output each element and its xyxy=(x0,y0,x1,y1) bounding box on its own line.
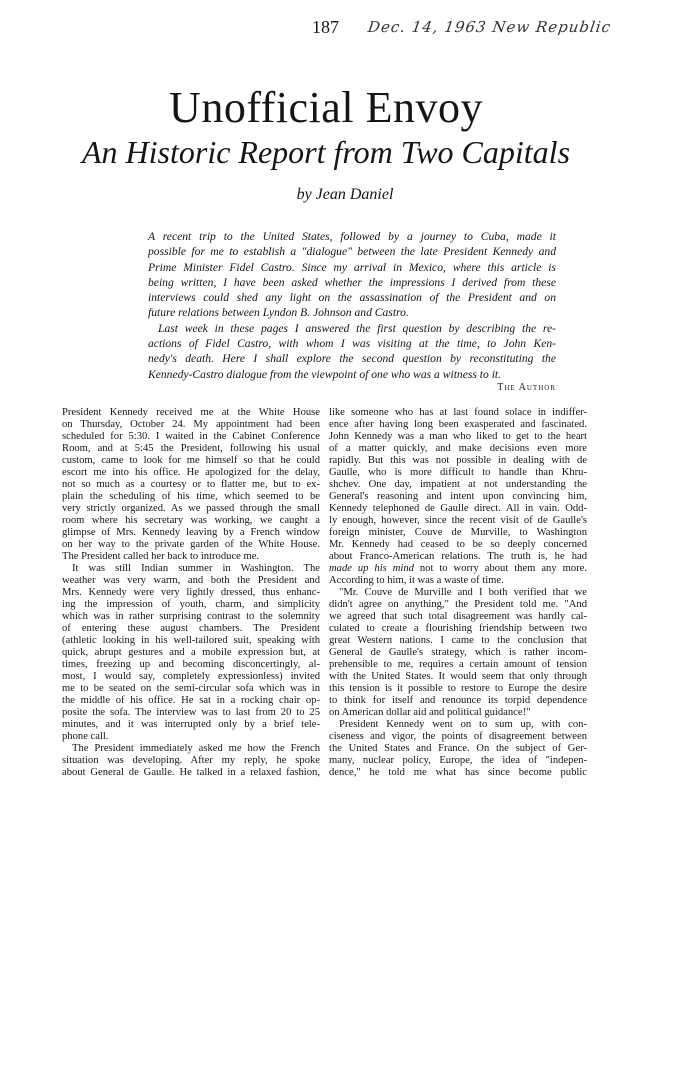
text-line: most, I would say, completely expressionless) invited xyxy=(62,671,320,682)
text-line: on her way to the private garden of the White House. xyxy=(62,539,320,550)
text-line: being written, I have been asked whether the impressions I derived from these xyxy=(148,275,556,289)
text-line xyxy=(329,563,587,575)
text-line: custom, came to look for me himself so that he could xyxy=(62,455,320,466)
text-line: A recent trip to the United States, followed by a journey to Cuba, made it xyxy=(148,230,556,243)
text-line: Prime Minister Fidel Castro. Since my arrival in Mexico, where this article is xyxy=(148,260,556,274)
text-line: Mr. Kennedy had ceased to be so deeply concerned xyxy=(329,539,587,550)
text-line: of entering these august chambers. The President xyxy=(62,623,320,634)
text-line: actions of Fidel Castro, with whom I was visiting at the time, to John Ken- xyxy=(148,337,556,351)
text-line: room where his secretary was working, we caught a xyxy=(62,515,320,526)
text-line: (athletic looking in his well-tailored suit, speaking with xyxy=(62,635,320,646)
text-line: plain the scheduling of his time, which seemed to be xyxy=(62,491,320,502)
text-line: posite the sofa. The interview was to last from 20 to 25 xyxy=(62,707,320,718)
text-line: we agreed that such total disagreement was hardly cal- xyxy=(329,611,587,622)
text-line: John Kennedy was a man who liked to get to the heart xyxy=(329,431,587,442)
author-signature: The Author xyxy=(497,382,556,393)
text-line: situation was developing. After my reply, he spoke xyxy=(62,755,320,766)
text-line: President Kennedy went on to sum up, with con- xyxy=(339,719,587,730)
text-line: future relations between Lyndon B. Johnson and Castro. xyxy=(148,306,409,320)
text-line: shchev. One day, impatient at not understanding the xyxy=(329,479,587,490)
text-line: According to him, it was a waste of time. xyxy=(329,575,504,586)
text-line: Mrs. Kennedy were very lightly dressed, thus enhanc- xyxy=(62,587,320,598)
text-line: like someone who has at last found solace in indiffer- xyxy=(329,407,587,418)
text-line: The President immediately asked me how the French xyxy=(72,743,320,754)
text-line: culated to create a flourishing friendship between two xyxy=(329,623,587,634)
text-line: foreign minister, Couve de Murville, to Washington xyxy=(329,527,587,538)
text-line: great Western nations. I came to the conclusion that xyxy=(329,635,587,646)
text-line: Kennedy-Castro dialogue from the viewpoint of one who was a witness to it. xyxy=(148,367,502,381)
body-column-left xyxy=(62,407,320,779)
text-line: ing the impression of youth, charm, and simplicity xyxy=(62,599,320,610)
text-line: times, freezing up and becoming disconcertingly, al- xyxy=(62,659,320,670)
text-line: on Thursday, October 24. My appointment had been xyxy=(62,419,320,430)
text-line: nedy's death. Here I shall explore the second question by reconstituting the xyxy=(148,352,556,366)
text-line: weather was very warm, and both the President and xyxy=(62,575,320,586)
article-title: Unofficial Envoy xyxy=(169,83,483,132)
text-line: the United States and France. On the subject of Ger- xyxy=(329,743,587,754)
text-line: possible for me to establish a "dialogue" between the late President Kennedy and xyxy=(148,245,556,259)
text-line: glimpse of Mrs. Kennedy leaving by a French window xyxy=(62,527,320,538)
text-line: President Kennedy received me at the White House xyxy=(62,407,320,418)
text-line: quick, abrupt gestures and a mobile expression but, at xyxy=(62,647,320,658)
text-line: "Mr. Couve de Murville and I both verified that we xyxy=(339,587,587,598)
text-line: of a matter quickly, and make decisions even more xyxy=(329,443,587,454)
handwritten-annotation: Dec. 14, 1963 New Republic xyxy=(366,18,613,36)
text-line: the middle of his office. He sat in a rocking chair op- xyxy=(62,695,320,706)
body-column-right xyxy=(329,407,587,779)
article-subtitle: An Historic Report from Two Capitals xyxy=(81,134,571,170)
text-line: prehensible to me, requires a certain amount of tension xyxy=(329,659,587,670)
text-line: didn't agree on anything," the President told me. "And xyxy=(329,599,587,610)
text-line: ly enough, however, since the recent visit of de Gaulle's xyxy=(329,515,587,526)
text-line: scheduled for 5:30. I waited in the Cabinet Conference xyxy=(62,431,320,442)
text-line: with the United States. It would seem that only through xyxy=(329,671,587,682)
text-line: phone call. xyxy=(62,731,109,742)
text-line: which was in rather surprising contrast to the solemnity xyxy=(62,611,320,622)
text-line: Gaulle, who is more difficult to handle than Khru- xyxy=(329,467,587,478)
text-line: Last week in these pages I answered the first question by describing the re- xyxy=(158,321,556,335)
text-line: me to be seated on the semi-circular sofa which was in xyxy=(62,683,320,694)
text-line: rapidly. But this was not possible in dealing with de xyxy=(329,455,587,466)
text-line: on American dollar aid and political guidance!" xyxy=(329,707,531,718)
text-line: Kennedy telephoned de Gaulle direct. All in vain. Odd- xyxy=(329,503,587,514)
text-line: General's reasoning and intent upon convincing him, xyxy=(329,491,587,502)
author-note xyxy=(148,229,556,382)
text-line: not so much as a courtesy or to flatter me, but to ex- xyxy=(62,479,320,490)
text-line: ciseness and vigor, the points of disagreement between xyxy=(329,731,587,742)
text-line: It was still Indian summer in Washington. The xyxy=(72,563,320,574)
text-line: minutes, and it was interrupted only by a brief tele- xyxy=(62,719,320,730)
text-line: dence," he told me what has since become public xyxy=(329,767,587,778)
text-line: about General de Gaulle. He talked in a relaxed fashion, xyxy=(62,767,320,778)
text-line: about Franco-American relations. The truth is, he had xyxy=(329,551,587,562)
text-line: escort me into his office. He apologized for the delay, xyxy=(62,467,320,478)
text-line: many, nuclear policy, Europe, the idea of "indepen- xyxy=(329,755,587,766)
text-segment: not to worry about them any more. xyxy=(413,563,588,574)
text-line: very strictly organized. As we passed through the small xyxy=(62,503,320,514)
emphasis: made up his mind xyxy=(329,563,414,574)
page-number: 187 xyxy=(312,17,339,37)
text-line: General de Gaulle's strategy, which is rather incom- xyxy=(329,647,587,658)
text-line: interviews could shed any light on the assassination of the President and on xyxy=(148,291,556,305)
byline: by Jean Daniel xyxy=(296,186,394,203)
text-line: ence after having long been exasperated and fascinated. xyxy=(329,419,587,430)
text-line: to think for itself and renounce its torpid dependence xyxy=(329,695,587,706)
text-line: Room, and at 5:45 the President, following his usual xyxy=(62,443,320,454)
text-line: The President called her back to introduce me. xyxy=(62,551,260,562)
text-line: this tension is it possible to restore to Europe the desire xyxy=(329,683,587,694)
